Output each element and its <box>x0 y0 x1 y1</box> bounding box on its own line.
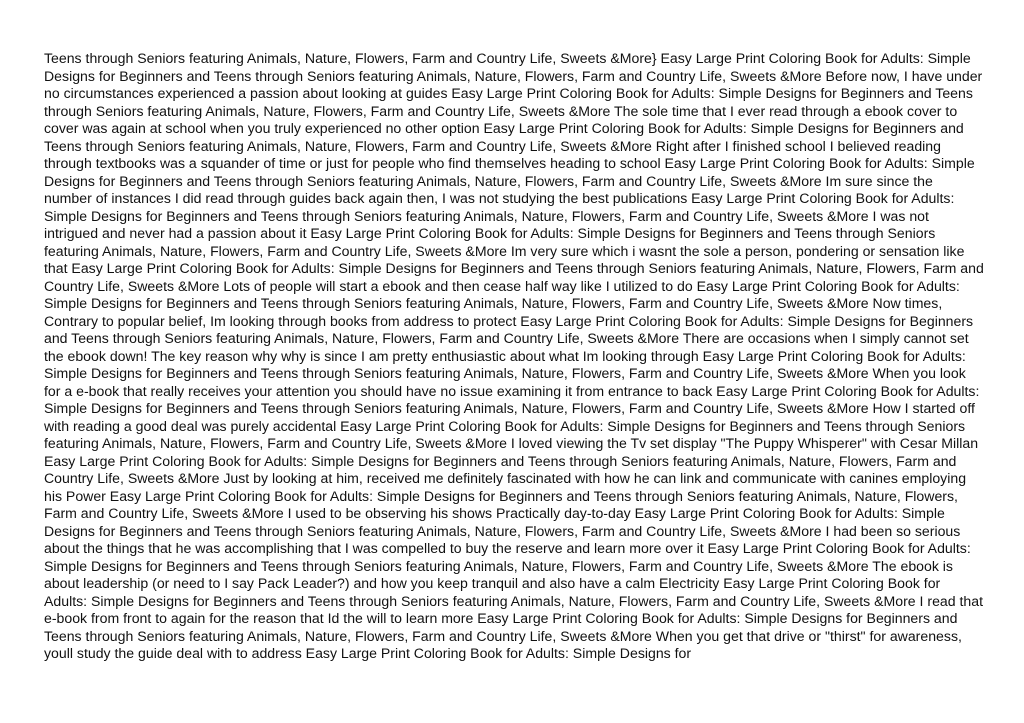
body-paragraph: Teens through Seniors featuring Animals, Nature, Flowers, Farm and Country Life, Sweets &More} Easy Large Print Coloring Book for Adults: Simple Designs for Beginners and Teens through Seniors featuring Animals, Nature, Flowers, Farm and Country Life, Sweets &More Before now, I have under no circumstances experienced a passion about looking at guides Easy Large Print Coloring Book for Adults: Simple Designs for Beginners and Teens through Seniors featuring Animals, Nature, Flowers, Farm and Country Life, Sweets &More The sole time that I ever read through a ebook cover to cover was again at school when you truly experienced no other option Easy Large Print Coloring Book for Adults: Simple Designs for Beginners and Teens through Seniors featuring Animals, Nature, Flowers, Farm and Country Life, Sweets &More Right after I finished school I believed reading through textbooks was a squander of time or just for people who find themselves heading to school Easy Large Print Coloring Book for Adults: Simple Designs for Beginners and Teens through Seniors featuring Animals, Nature, Flowers, Farm and Country Life, Sweets &More Im sure since the number of instances I did read through guides back again then, I was not studying the best publications Easy Large Print Coloring Book for Adults: Simple Designs for Beginners and Teens through Seniors featuring Animals, Nature, Flowers, Farm and Country Life, Sweets &More I was not intrigued and never had a passion about it Easy Large Print Coloring Book for Adults: Simple Designs for Beginners and Teens through Seniors featuring Animals, Nature, Flowers, Farm and Country Life, Sweets &More Im very sure which i wasnt the sole a person, pondering or sensation like that Easy Large Print Coloring Book for Adults: Simple Designs for Beginners and Teens through Seniors featuring Animals, Nature, Flowers, Farm and Country Life, Sweets &More Lots of people will start a ebook and then cease half way like I utilized to do Easy Large Print Coloring Book for Adults: Simple Designs for Beginners and Teens through Seniors featuring Animals, Nature, Flowers, Farm and Country Life, Sweets &More Now times, Contrary to popular belief, Im looking through books from address to protect Easy Large Print Coloring Book for Adults: Simple Designs for Beginners and Teens through Seniors featuring Animals, Nature, Flowers, Farm and Country Life, Sweets &More There are occasions when I simply cannot set the ebook down! The key reason why why is since I am pretty enthusiastic about what Im looking through Easy Large Print Coloring Book for Adults: Simple Designs for Beginners and Teens through Seniors featuring Animals, Nature, Flowers, Farm and Country Life, Sweets &More When you look for a e-book that really receives your attention you should have no issue examining it from entrance to back Easy Large Print Coloring Book for Adults: Simple Designs for Beginners and Teens through Seniors featuring Animals, Nature, Flowers, Farm and Country Life, Sweets &More How I started off with reading a good deal was purely accidental Easy Large Print Coloring Book for Adults: Simple Designs for Beginners and Teens through Seniors featuring Animals, Nature, Flowers, Farm and Country Life, Sweets &More I loved viewing the Tv set display "The Puppy Whisperer" with Cesar Millan Easy Large Print Coloring Book for Adults: Simple Designs for Beginners and Teens through Seniors featuring Animals, Nature, Flowers, Farm and Country Life, Sweets &More Just by looking at him, received me definitely fascinated with how he can link and communicate with canines employing his Power Easy Large Print Coloring Book for Adults: Simple Designs for Beginners and Teens through Seniors featuring Animals, Nature, Flowers, Farm and Country Life, Sweets &More I used to be observing his shows Practically day-to-day Easy Large Print Coloring Book for Adults: Simple Designs for Beginners and Teens through Seniors featuring Animals, Nature, Flowers, Farm and Country Life, Sweets &More I had been so serious about the things that he was accomplishing that I was compelled to buy the reserve and learn more over it Easy Large Print Coloring Book for Adults: Simple Designs for Beginners and Teens through Seniors featuring Animals, Nature, Flowers, Farm and Country Life, Sweets &More The ebook is about leadership (or need to I say Pack Leader?) and how you keep tranquil and also have a calm Electricity Easy Large Print Coloring Book for Adults: Simple Designs for Beginners and Teens through Seniors featuring Animals, Nature, Flowers, Farm and Country Life, Sweets &More I read that e-book from front to again for the reason that Id the will to learn more Easy Large Print Coloring Book for Adults: Simple Designs for Beginners and Teens through Seniors featuring Animals, Nature, Flowers, Farm and Country Life, Sweets &More When you get that drive or "thirst" for awareness, youll study the guide deal with to address Easy Large Print Coloring Book for Adults: Simple Designs for <box>44 50 984 661</box>
document-page <box>44 50 984 680</box>
